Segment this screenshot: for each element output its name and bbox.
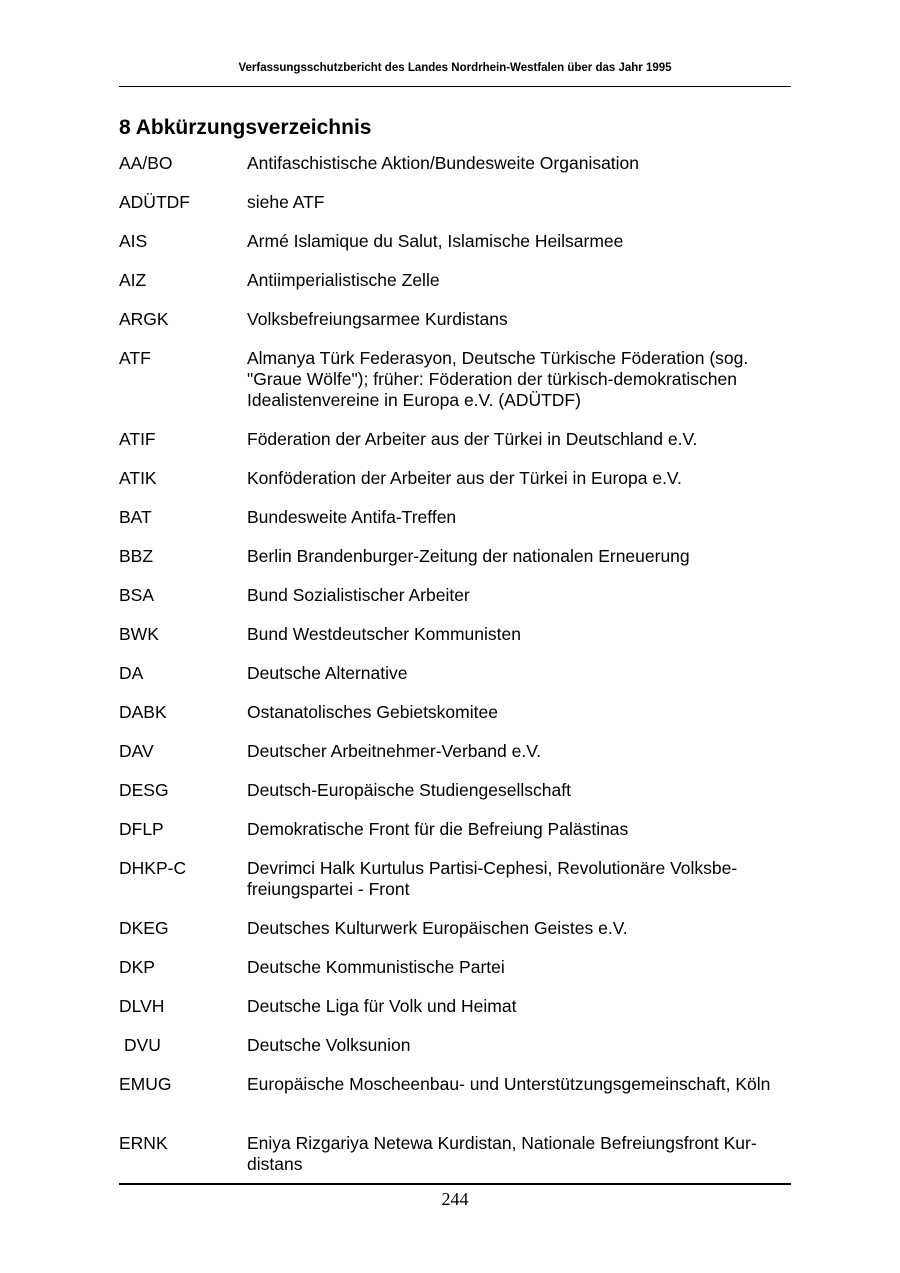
abbreviation: DKP: [119, 957, 155, 977]
expansion: Deutsche Alternative: [247, 663, 408, 683]
abbreviation: AIZ: [119, 270, 147, 290]
abbreviation: ADÜTDF: [119, 192, 190, 212]
abbreviation: DAV: [119, 741, 154, 761]
abbreviation: DKEG: [119, 918, 169, 938]
expansion: Berlin Brandenburger-Zeitung der nationalen Erneuerung: [247, 546, 690, 566]
expansion: Bund Sozialistischer Arbeiter: [247, 585, 470, 605]
expansion: Deutsche Liga für Volk und Heimat: [247, 996, 517, 1016]
abbreviation: BSA: [119, 585, 155, 605]
expansion: Deutsche Kommunistische Partei: [247, 957, 505, 977]
abbreviation: AA/BO: [119, 153, 173, 173]
expansion: Demokratische Front für die Befreiung Palästinas: [247, 819, 629, 839]
expansion: Devrimci Halk Kurtulus Partisi-Cephesi, Revolutionäre Volksbe-freiungspartei - Front: [247, 858, 738, 899]
expansion: Volksbefreiungsarmee Kurdistans: [247, 309, 508, 329]
abbreviation: EMUG: [119, 1074, 172, 1094]
abbreviation: DESG: [119, 780, 169, 800]
expansion: Konföderation der Arbeiter aus der Türkei in Europa e.V.: [247, 468, 682, 488]
expansion: Deutsches Kulturwerk Europäischen Geistes e.V.: [247, 918, 628, 938]
abbreviation: DLVH: [119, 996, 165, 1016]
footer-rule: [119, 1183, 791, 1185]
expansion: Armé Islamique du Salut, Islamische Heilsarmee: [247, 231, 624, 251]
abbreviation: BWK: [119, 624, 159, 644]
abbreviation: DA: [119, 663, 144, 683]
header-rule: [119, 86, 791, 87]
abbreviation: ATF: [119, 348, 151, 368]
abbreviation: DABK: [119, 702, 167, 722]
page-number: 244: [441, 1189, 469, 1209]
expansion: Ostanatolisches Gebietskomitee: [247, 702, 498, 722]
abbreviation: AIS: [119, 231, 148, 251]
expansion: Deutscher Arbeitnehmer-Verband e.V.: [247, 741, 542, 761]
abbreviation: BAT: [119, 507, 152, 527]
expansion: siehe ATF: [247, 192, 325, 212]
abbreviation: DFLP: [119, 819, 164, 839]
expansion: Bundesweite Antifa-Treffen: [247, 507, 457, 527]
abbreviation: ERNK: [119, 1133, 168, 1153]
abbreviation: DHKP-C: [119, 858, 187, 878]
running-header: Verfassungsschutzbericht des Landes Nordrhein-Westfalen über das Jahr 1995: [238, 62, 672, 74]
expansion: Föderation der Arbeiter aus der Türkei in Deutschland e.V.: [247, 429, 698, 449]
expansion: Europäische Moscheenbau- und Unterstützungsgemeinschaft, Köln: [247, 1074, 771, 1094]
expansion: Bund Westdeutscher Kommunisten: [247, 624, 521, 644]
abbreviation: DVU: [124, 1035, 161, 1055]
expansion: Deutsche Volksunion: [247, 1035, 411, 1055]
abbreviation: ATIF: [119, 429, 156, 449]
expansion: Antifaschistische Aktion/Bundesweite Organisation: [247, 153, 640, 173]
abbreviation: BBZ: [119, 546, 154, 566]
expansion: Antiimperialistische Zelle: [247, 270, 440, 290]
expansion: Eniya Rizgariya Netewa Kurdistan, Nationale Befreiungsfront Kur-distans: [247, 1133, 757, 1174]
section-title: 8 Abkürzungsverzeichnis: [119, 116, 372, 139]
abbreviation: ARGK: [119, 309, 169, 329]
expansion: Deutsch-Europäische Studiengesellschaft: [247, 780, 571, 800]
abbreviation: ATIK: [119, 468, 157, 488]
expansion: Almanya Türk Federasyon, Deutsche Türkische Föderation (sog. "Graue Wölfe"); früher: Föderation der türkisch-demokratischen Idealistenvereine in Europa e.V. (ADÜTDF): [247, 348, 749, 410]
